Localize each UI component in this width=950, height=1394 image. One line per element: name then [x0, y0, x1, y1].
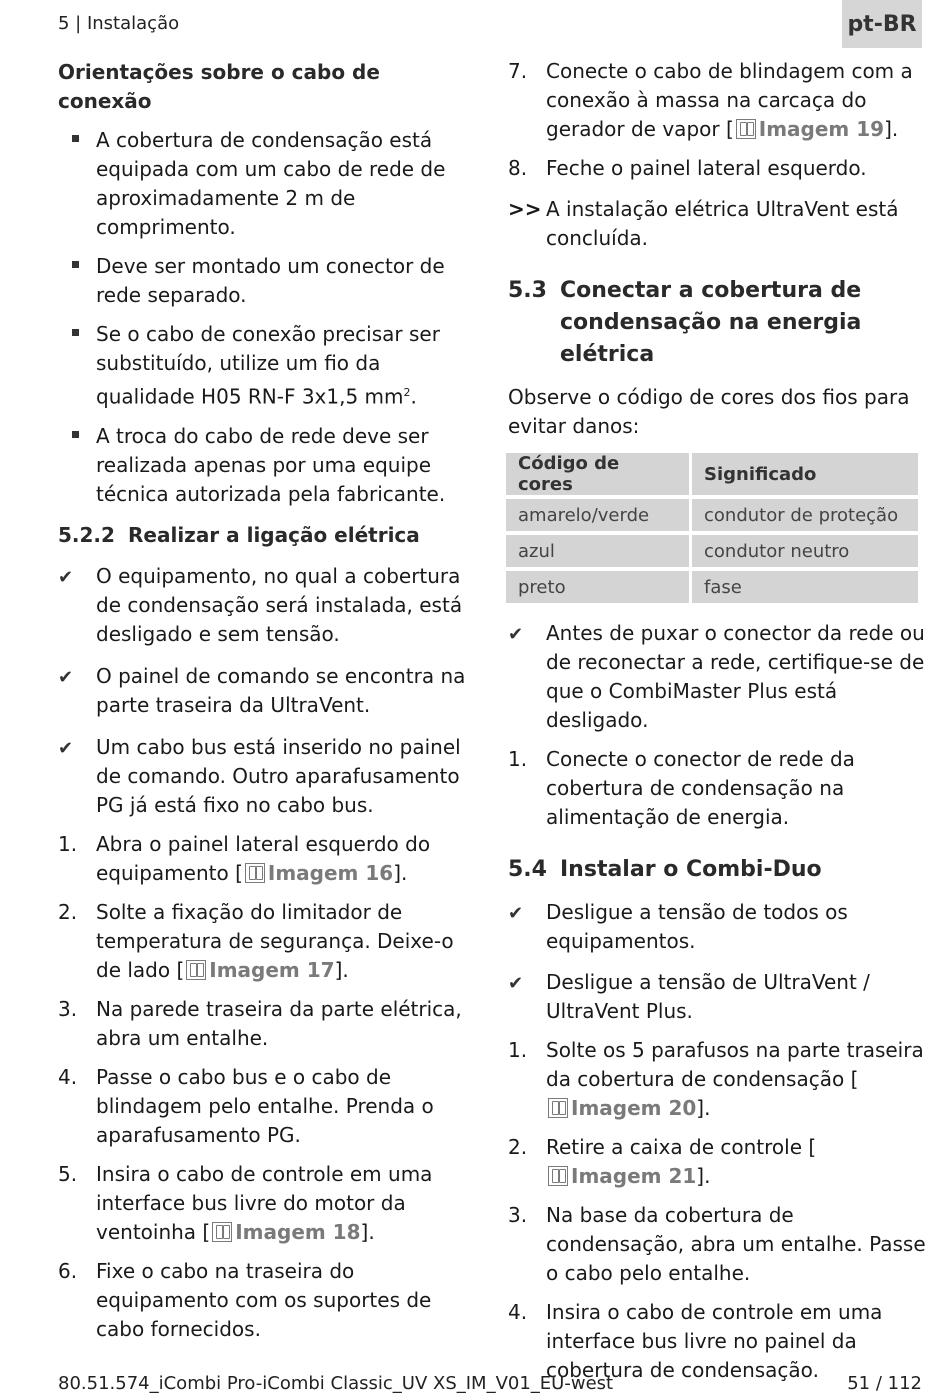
left-column	[58, 55, 478, 1344]
image-reference-link[interactable]: Imagem 20	[546, 1096, 696, 1120]
precondition-item: ✔ O equipamento, no qual a cobertura de condensação será instalada, está desligado e sem tensão.	[58, 563, 463, 646]
table-row: preto fase	[506, 571, 918, 603]
step-item: 2. Retire a caixa de controle [Imagem 21].	[508, 1135, 817, 1188]
page-number: 51 / 112	[847, 1373, 922, 1394]
square-bullet-icon	[72, 261, 79, 268]
image-reference-icon	[186, 960, 206, 980]
intro-paragraph: Observe o código de cores dos fios para evitar danos:	[508, 385, 910, 438]
step-item: 5. Insira o cabo de controle em uma interface bus livre do motor da ventoinha [ Imagem 18].	[58, 1161, 433, 1244]
list-item: Deve ser montado um conector de rede separado.	[58, 252, 478, 310]
step-item: 2. Solte a fixação do limitador de temperatura de segurança. Deixe-o de lado [ Imagem 17].	[58, 899, 454, 982]
precondition-item: ✔ Antes de puxar o conector da rede ou de reconectar a rede, certifique-se de que o CombiMaster Plus está desligado.	[508, 621, 925, 732]
section-heading-5-2-2: 5.2.2 Realizar a ligação elétrica	[58, 522, 420, 547]
section-heading-5-3: 5.3 Conectar a cobertura de condensação na energia elétrica	[508, 278, 862, 367]
image-reference-link[interactable]: Imagem 16	[243, 861, 393, 885]
step-item: 8. Feche o painel lateral esquerdo.	[508, 156, 867, 180]
step-item: 3. Na parede traseira da parte elétrica, abra um entalhe.	[58, 996, 462, 1050]
table-row: amarelo/verde condutor de proteção	[506, 499, 918, 531]
image-reference-link[interactable]: Imagem 19	[734, 117, 884, 141]
checkmark-icon: ✔	[58, 666, 74, 688]
list-item: Se o cabo de conexão precisar ser substituído, utilize um fio da qualidade H05 RN-F 3x1,5 $mm^2$.	[58, 320, 478, 412]
step-item: 1. Solte os 5 parafusos na parte traseira da cobertura de condensação [Imagem 20].	[508, 1038, 924, 1120]
footer-document-id: 80.51.574_iCombi Pro-iCombi Classic_UV XS_IM_V01_EU-west	[58, 1373, 614, 1394]
image-reference-link[interactable]: Imagem 17	[184, 958, 334, 982]
language-badge: pt-BR	[842, 0, 922, 48]
step-item: 7. Conecte o cabo de blindagem com a conexão à massa na carcaça do gerador de vapor [ Imagem 19].	[508, 59, 913, 141]
image-reference-icon	[548, 1098, 568, 1118]
square-bullet-icon	[72, 431, 79, 438]
image-reference-icon	[245, 863, 265, 883]
step-item: 4. Insira o cabo de controle em uma interface bus livre no painel da cobertura de condensação.	[508, 1300, 883, 1382]
image-reference-icon	[548, 1166, 568, 1186]
square-bullet-icon	[72, 135, 79, 142]
image-reference-link[interactable]: Imagem 21	[546, 1164, 696, 1188]
list-item: A troca do cabo de rede deve ser realizada apenas por uma equipe técnica autorizada pela fabricante.	[58, 422, 478, 509]
section-heading-5-4: 5.4 Instalar o Combi-Duo	[508, 857, 822, 882]
precondition-item: ✔ Desligue a tensão de todos os equipamentos.	[508, 900, 848, 953]
list-item: A cobertura de condensação está equipada com um cabo de rede de aproximadamente 2 m de comprimento.	[58, 126, 478, 242]
step-item: 1. Abra o painel lateral esquerdo do equipamento [ Imagem 16].	[58, 831, 431, 885]
precondition-item: ✔ Um cabo bus está inserido no painel de comando. Outro aparafusamento PG já está fixo no cabo bus.	[58, 734, 461, 817]
table-row: azul condutor neutro	[506, 535, 918, 567]
image-reference-icon	[736, 119, 756, 139]
result-item: >> A instalação elétrica UltraVent está concluída.	[508, 197, 899, 250]
guidelines-heading: Orientações sobre o cabo de conexão	[58, 60, 380, 113]
step-item: 1. Conecte o conector de rede da cobertura de condensação na alimentação de energia.	[508, 747, 855, 829]
step-item: 3. Na base da cobertura de condensação, abra um entalhe. Passe o cabo pelo entalhe.	[508, 1203, 926, 1285]
checkmark-icon: ✔	[58, 737, 74, 759]
square-bullet-icon	[72, 329, 79, 336]
checkmark-icon: ✔	[508, 624, 524, 645]
precondition-item: ✔ Desligue a tensão de UltraVent / UltraVent Plus.	[508, 970, 870, 1023]
right-column	[508, 55, 926, 1385]
image-reference-icon	[212, 1222, 232, 1242]
step-item: 6. Fixe o cabo na traseira do equipamento com os suportes de cabo fornecidos.	[58, 1258, 432, 1341]
checkmark-icon: ✔	[58, 566, 74, 588]
table-header-row: Código de cores Significado	[506, 453, 918, 495]
image-reference-link[interactable]: Imagem 18	[210, 1220, 360, 1244]
checkmark-icon: ✔	[508, 903, 524, 924]
step-item: 4. Passe o cabo bus e o cabo de blindagem pelo entalhe. Prenda o aparafusamento PG.	[58, 1064, 434, 1147]
color-code-table	[506, 449, 918, 607]
header-section: 5 | Instalação	[58, 13, 180, 34]
precondition-item: ✔ O painel de comando se encontra na parte traseira da UltraVent.	[58, 663, 466, 717]
checkmark-icon: ✔	[508, 973, 524, 994]
